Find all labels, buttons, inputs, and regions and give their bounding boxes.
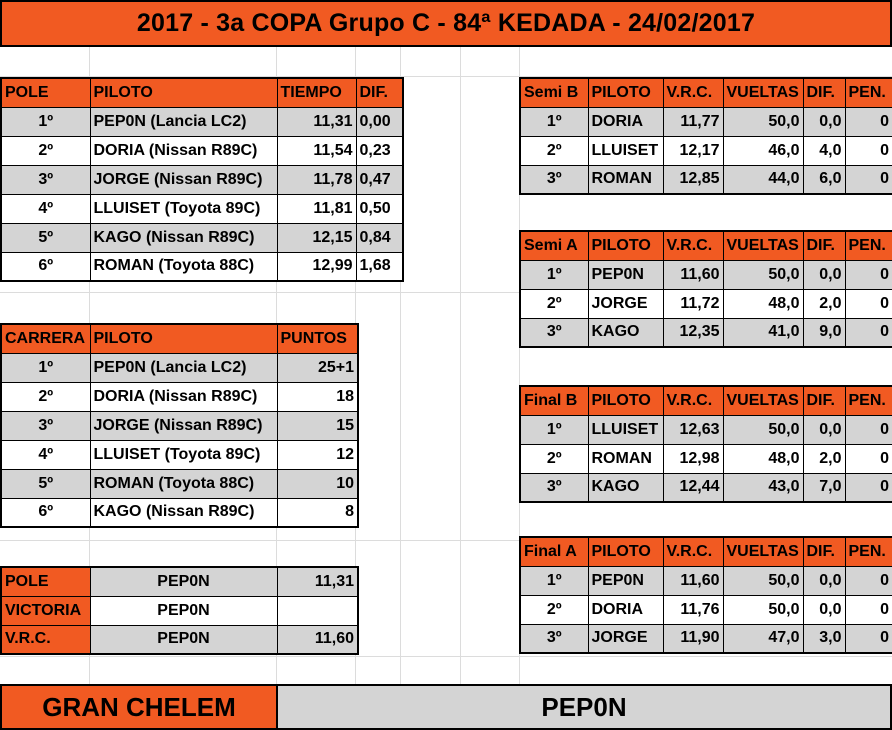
driver-cell: JORGE — [588, 624, 663, 653]
table-row — [520, 260, 892, 289]
table-row — [520, 107, 892, 136]
penalty-cell: 0 — [845, 260, 892, 289]
final-b-table — [519, 385, 892, 503]
table-header-row — [1, 78, 403, 107]
summary-value — [277, 596, 358, 625]
table-header-row — [520, 537, 892, 566]
vrc-cell: 11,90 — [663, 624, 723, 653]
diff-cell: 2,0 — [803, 444, 845, 473]
position-cell: 2º — [520, 444, 588, 473]
table-row — [1, 411, 358, 440]
laps-cell: 50,0 — [723, 566, 803, 595]
position-cell: 1º — [520, 107, 588, 136]
position-cell: 3º — [1, 165, 90, 194]
column-header: DIF. — [803, 78, 845, 107]
table-row — [520, 318, 892, 347]
laps-cell: 44,0 — [723, 165, 803, 194]
time-cell: 11,78 — [277, 165, 356, 194]
position-cell: 5º — [1, 223, 90, 252]
gridline — [460, 0, 461, 730]
driver-cell: PEP0N — [588, 566, 663, 595]
table-row — [1, 136, 403, 165]
table-row — [520, 444, 892, 473]
column-header: VUELTAS — [723, 537, 803, 566]
diff-cell: 0,0 — [803, 595, 845, 624]
table-row — [520, 415, 892, 444]
position-cell: 5º — [1, 469, 90, 498]
driver-cell: DORIA (Nissan R89C) — [90, 136, 277, 165]
table-header-row — [520, 78, 892, 107]
position-cell: 3º — [1, 411, 90, 440]
driver-cell: ROMAN — [588, 444, 663, 473]
final-a-table — [519, 536, 892, 654]
position-cell: 6º — [1, 498, 90, 527]
laps-cell: 41,0 — [723, 318, 803, 347]
diff-cell: 0,0 — [803, 415, 845, 444]
diff-cell: 9,0 — [803, 318, 845, 347]
table-row — [520, 289, 892, 318]
penalty-cell: 0 — [845, 444, 892, 473]
column-header: DIF. — [356, 78, 403, 107]
position-cell: 1º — [1, 353, 90, 382]
penalty-cell: 0 — [845, 165, 892, 194]
penalty-cell: 0 — [845, 566, 892, 595]
driver-cell: PEP0N (Lancia LC2) — [90, 107, 277, 136]
summary-driver: PEP0N — [90, 625, 277, 654]
column-header: Final A — [520, 537, 588, 566]
penalty-cell: 0 — [845, 624, 892, 653]
table-row — [1, 353, 358, 382]
diff-cell: 0,0 — [803, 260, 845, 289]
column-header: DIF. — [803, 537, 845, 566]
position-cell: 4º — [1, 440, 90, 469]
diff-cell: 0,23 — [356, 136, 403, 165]
vrc-cell: 12,85 — [663, 165, 723, 194]
column-header: POLE — [1, 78, 90, 107]
driver-cell: JORGE (Nissan R89C) — [90, 165, 277, 194]
table-row — [520, 566, 892, 595]
column-header: V.R.C. — [663, 537, 723, 566]
vrc-cell: 12,44 — [663, 473, 723, 502]
driver-cell: JORGE (Nissan R89C) — [90, 411, 277, 440]
diff-cell: 0,50 — [356, 194, 403, 223]
vrc-cell: 11,77 — [663, 107, 723, 136]
points-cell: 18 — [277, 382, 358, 411]
summary-label: POLE — [1, 567, 90, 596]
laps-cell: 48,0 — [723, 289, 803, 318]
position-cell: 1º — [520, 260, 588, 289]
time-cell: 11,54 — [277, 136, 356, 165]
laps-cell: 50,0 — [723, 260, 803, 289]
driver-cell: ROMAN — [588, 165, 663, 194]
column-header: PEN. — [845, 231, 892, 260]
position-cell: 4º — [1, 194, 90, 223]
table-row — [1, 567, 358, 596]
table-row — [1, 194, 403, 223]
diff-cell: 0,0 — [803, 566, 845, 595]
penalty-cell: 0 — [845, 595, 892, 624]
summary-driver: PEP0N — [90, 596, 277, 625]
diff-cell: 6,0 — [803, 165, 845, 194]
position-cell: 3º — [520, 318, 588, 347]
points-cell: 12 — [277, 440, 358, 469]
table-row — [1, 498, 358, 527]
column-header: VUELTAS — [723, 386, 803, 415]
driver-cell: KAGO — [588, 318, 663, 347]
diff-cell: 0,47 — [356, 165, 403, 194]
table-row — [520, 473, 892, 502]
driver-cell: KAGO (Nissan R89C) — [90, 223, 277, 252]
table-row — [1, 223, 403, 252]
column-header: DIF. — [803, 231, 845, 260]
driver-cell: PEP0N (Lancia LC2) — [90, 353, 277, 382]
column-header: Final B — [520, 386, 588, 415]
points-cell: 8 — [277, 498, 358, 527]
column-header: PILOTO — [588, 386, 663, 415]
column-header: PILOTO — [588, 78, 663, 107]
table-row — [1, 107, 403, 136]
column-header: TIEMPO — [277, 78, 356, 107]
driver-cell: PEP0N — [588, 260, 663, 289]
table-row — [520, 165, 892, 194]
diff-cell: 0,84 — [356, 223, 403, 252]
laps-cell: 50,0 — [723, 595, 803, 624]
driver-cell: KAGO (Nissan R89C) — [90, 498, 277, 527]
points-cell: 15 — [277, 411, 358, 440]
semi-b-table — [519, 77, 892, 195]
diff-cell: 0,0 — [803, 107, 845, 136]
column-header: PEN. — [845, 78, 892, 107]
vrc-cell: 12,35 — [663, 318, 723, 347]
driver-cell: LLUISET — [588, 136, 663, 165]
driver-cell: DORIA — [588, 107, 663, 136]
gran-chelem-label: GRAN CHELEM — [0, 684, 278, 730]
page-title: 2017 - 3a COPA Grupo C - 84ª KEDADA - 24/02/2017 — [0, 0, 892, 47]
driver-cell: ROMAN (Toyota 88C) — [90, 252, 277, 281]
position-cell: 2º — [520, 595, 588, 624]
penalty-cell: 0 — [845, 136, 892, 165]
laps-cell: 46,0 — [723, 136, 803, 165]
table-row — [1, 596, 358, 625]
driver-cell: KAGO — [588, 473, 663, 502]
driver-cell: LLUISET — [588, 415, 663, 444]
table-row — [520, 595, 892, 624]
position-cell: 2º — [1, 136, 90, 165]
vrc-cell: 12,98 — [663, 444, 723, 473]
position-cell: 3º — [520, 165, 588, 194]
table-row — [1, 165, 403, 194]
summary-value: 11,31 — [277, 567, 358, 596]
diff-cell: 4,0 — [803, 136, 845, 165]
position-cell: 2º — [520, 289, 588, 318]
table-row — [1, 382, 358, 411]
penalty-cell: 0 — [845, 318, 892, 347]
driver-cell: LLUISET (Toyota 89C) — [90, 440, 277, 469]
penalty-cell: 0 — [845, 415, 892, 444]
summary-label: V.R.C. — [1, 625, 90, 654]
penalty-cell: 0 — [845, 473, 892, 502]
vrc-cell: 12,17 — [663, 136, 723, 165]
table-row — [520, 624, 892, 653]
position-cell: 3º — [520, 473, 588, 502]
table-header-row — [1, 324, 358, 353]
column-header: PILOTO — [90, 324, 277, 353]
position-cell: 1º — [1, 107, 90, 136]
summary-value: 11,60 — [277, 625, 358, 654]
column-header: CARRERA — [1, 324, 90, 353]
diff-cell: 3,0 — [803, 624, 845, 653]
diff-cell: 1,68 — [356, 252, 403, 281]
table-row — [1, 440, 358, 469]
column-header: VUELTAS — [723, 231, 803, 260]
time-cell: 11,81 — [277, 194, 356, 223]
table-row — [1, 469, 358, 498]
summary-driver: PEP0N — [90, 567, 277, 596]
column-header: PUNTOS — [277, 324, 358, 353]
laps-cell: 47,0 — [723, 624, 803, 653]
time-cell: 11,31 — [277, 107, 356, 136]
column-header: PILOTO — [588, 231, 663, 260]
race-table — [0, 323, 359, 528]
driver-cell: LLUISET (Toyota 89C) — [90, 194, 277, 223]
driver-cell: JORGE — [588, 289, 663, 318]
column-header: V.R.C. — [663, 386, 723, 415]
gridline — [0, 656, 892, 657]
points-cell: 10 — [277, 469, 358, 498]
vrc-cell: 11,76 — [663, 595, 723, 624]
diff-cell: 2,0 — [803, 289, 845, 318]
semi-a-table — [519, 230, 892, 348]
vrc-cell: 12,63 — [663, 415, 723, 444]
position-cell: 3º — [520, 624, 588, 653]
penalty-cell: 0 — [845, 107, 892, 136]
summary-table — [0, 566, 359, 655]
vrc-cell: 11,72 — [663, 289, 723, 318]
driver-cell: DORIA (Nissan R89C) — [90, 382, 277, 411]
position-cell: 2º — [520, 136, 588, 165]
diff-cell: 0,00 — [356, 107, 403, 136]
penalty-cell: 0 — [845, 289, 892, 318]
time-cell: 12,15 — [277, 223, 356, 252]
column-header: VUELTAS — [723, 78, 803, 107]
column-header: PEN. — [845, 537, 892, 566]
column-header: PILOTO — [588, 537, 663, 566]
table-row — [1, 625, 358, 654]
driver-cell: DORIA — [588, 595, 663, 624]
column-header: V.R.C. — [663, 231, 723, 260]
laps-cell: 48,0 — [723, 444, 803, 473]
position-cell: 1º — [520, 566, 588, 595]
time-cell: 12,99 — [277, 252, 356, 281]
laps-cell: 50,0 — [723, 107, 803, 136]
column-header: Semi A — [520, 231, 588, 260]
gran-chelem-value: PEP0N — [278, 684, 892, 730]
pole-table — [0, 77, 404, 282]
position-cell: 1º — [520, 415, 588, 444]
summary-label: VICTORIA — [1, 596, 90, 625]
vrc-cell: 11,60 — [663, 566, 723, 595]
diff-cell: 7,0 — [803, 473, 845, 502]
column-header: PILOTO — [90, 78, 277, 107]
table-row — [1, 252, 403, 281]
table-header-row — [520, 231, 892, 260]
position-cell: 6º — [1, 252, 90, 281]
points-cell: 25+1 — [277, 353, 358, 382]
driver-cell: ROMAN (Toyota 88C) — [90, 469, 277, 498]
table-header-row — [520, 386, 892, 415]
column-header: PEN. — [845, 386, 892, 415]
column-header: Semi B — [520, 78, 588, 107]
column-header: V.R.C. — [663, 78, 723, 107]
position-cell: 2º — [1, 382, 90, 411]
laps-cell: 43,0 — [723, 473, 803, 502]
laps-cell: 50,0 — [723, 415, 803, 444]
table-row — [520, 136, 892, 165]
vrc-cell: 11,60 — [663, 260, 723, 289]
column-header: DIF. — [803, 386, 845, 415]
